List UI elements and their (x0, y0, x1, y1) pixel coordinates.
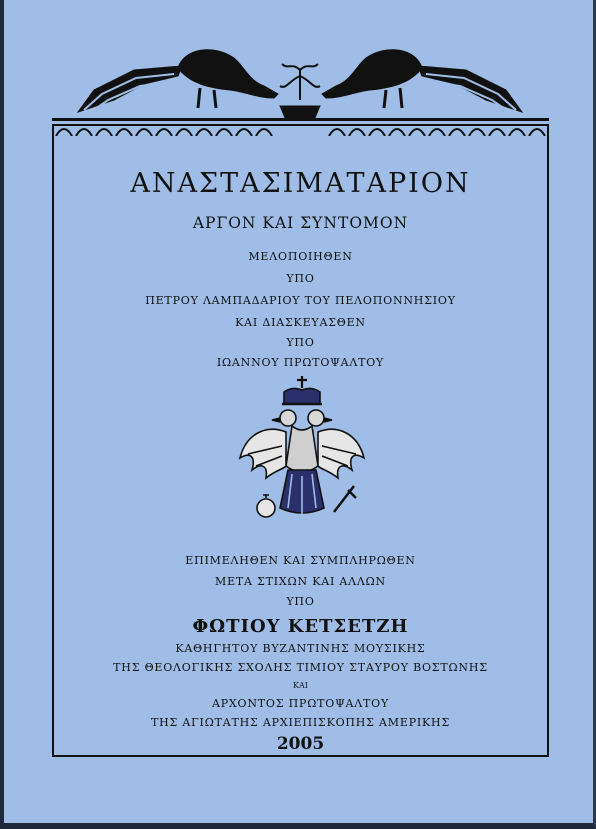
credit-line: ΠΕΤΡΟΥ ΛΑΜΠΑΔΑΡΙΟΥ ΤΟΥ ΠΕΛΟΠΟΝΝΗΣΙΟΥ (145, 294, 456, 307)
book-title: ΑΝΑΣΤΑΣΙΜΑΤΑΡΙΟΝ (130, 168, 471, 199)
double-headed-eagle-emblem (236, 374, 368, 534)
editor-line: ΥΠΟ (286, 595, 315, 608)
publication-year: 2005 (276, 734, 325, 754)
editor-title-line: ΚΑΘΗΓΗΤΟΥ ΒΥΖΑΝΤΙΝΗΣ ΜΟΥΣΙΚΗΣ (175, 642, 426, 655)
credit-line: ΥΠΟ (286, 272, 315, 285)
editor-title-line: ΤΗΣ ΑΓΙΩΤΑΤΗΣ ΑΡΧΙΕΠΙΣΚΟΠΗΣ ΑΜΕΡΙΚΗΣ (150, 716, 451, 729)
peacocks-fountain-ornament (74, 40, 526, 122)
editor-title-line: ΑΡΧΟΝΤΟΣ ΠΡΩΤΟΨΑΛΤΟΥ (211, 697, 390, 710)
editor-name: ΦΩΤΙΟΥ ΚΕΤΣΕΤΖΗ (192, 616, 409, 637)
editor-title-line: ΤΗΣ ΘΕΟΛΟΓΙΚΗΣ ΣΧΟΛΗΣ ΤΙΜΙΟΥ ΣΤΑΥΡΟΥ ΒΟΣΤΩΝΗΣ (113, 661, 488, 674)
editor-line: ΕΠΙΜΕΛΗΘΕΝ ΚΑΙ ΣΥΜΠΛΗΡΩΘΕΝ (185, 554, 416, 567)
editor-title-line: ΚΑΙ (293, 681, 308, 690)
editor-line: ΜΕΤΑ ΣΤΙΧΩΝ ΚΑΙ ΑΛΛΩΝ (215, 575, 386, 588)
credit-line: ΚΑΙ ΔΙΑΣΚΕΥΑΣΘΕΝ (235, 316, 366, 329)
book-subtitle: ΑΡΓΟΝ ΚΑΙ ΣΥΝΤΟΜΟΝ (192, 214, 409, 232)
credit-line: ΜΕΛΟΠΟΙΗΘΕΝ (248, 250, 353, 263)
credit-line: ΥΠΟ (286, 336, 315, 349)
credit-line: ΙΩΑΝΝΟΥ ΠΡΩΤΟΨΑΛΤΟΥ (216, 356, 385, 369)
